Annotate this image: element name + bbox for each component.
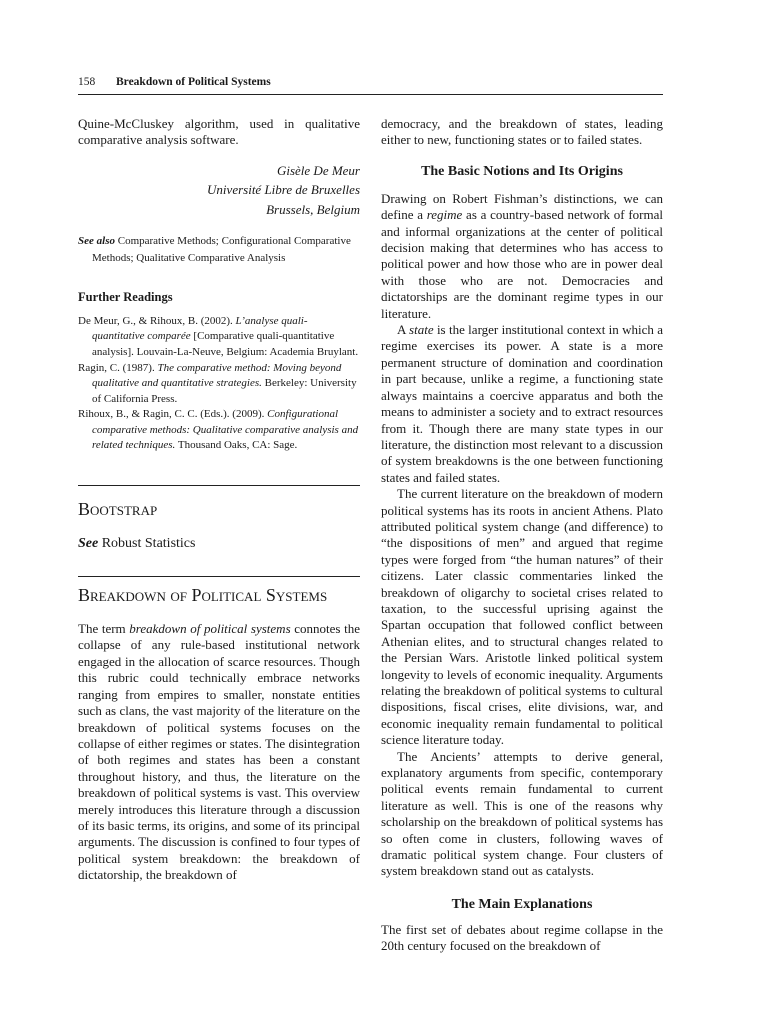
paragraph-ancients: The Ancients’ attempts to derive general, explanatory arguments from specific, contemporary political events remain fundamental to current literature as well. This is one of the reasons why scholarship on the breakdown of political systems has so often come in clusters, following waves of dramatic political system change. Four clusters of system breakdown stand out as catalysts. (381, 748, 663, 879)
author-affiliation: Université Libre de Bruxelles (207, 182, 360, 198)
see-also-label: See also (78, 235, 115, 248)
paragraph-origins: The current literature on the breakdown of modern political systems has its roots in ancient Athens. Plato attributed political system change (and difference) to “the dispositions of men” and argued that regime types were forged from “the human natures” of their citizens. Later classic commentaries linked the breakdown of oligarchy to societal crises related to taxation, to the successful uprising against the Spartan occupation that followed conflict between Athenian elites, and to structural changes related to the Persian Wars. Aristotle linked political system longevity to levels of economic inequality. Arguments relating the breakdown of political systems to cultural dispositions, fiscal crises, elite divisions, war, and economic inequality remain fundamental to political science literature today. (381, 486, 663, 748)
paragraph-state: A state is the larger institutional context in which a regime exercises its power. A state is a more permanent structure of domination and coordination in part because, unlike a regime, a functioning state always maintains a coercive apparatus and both the means to administer a society and to extract resources from it. Though there are many state types in our literature, the distinction most relevant to a discussion of system breakdowns is the one between functioning states and failed states. (381, 322, 664, 485)
right-column (381, 116, 663, 955)
reference-item: Ragin, C. (1987). The comparative method: Moving beyond qualitative and quantitative strategies. Berkeley: University of California Press. (78, 361, 357, 405)
see-also (78, 233, 360, 265)
reference-list (78, 314, 360, 454)
author-location: Brussels, Belgium (266, 201, 360, 217)
paragraph-regime: Drawing on Robert Fishman’s distinctions, we can define a regime as a country-based network of formal and informal organizations at the center of political decision making that determines who has access to political power and how those who are in power deal with those who are not. Democracies and dictatorships are the dominant regime types in our literature. (381, 190, 663, 321)
paragraph-first-debates: The first set of debates about regime collapse in the 20th century focused on the breakdown of (381, 921, 663, 954)
paragraph-continuation: democracy, and the breakdown of states, leading either to new, functioning states or to failed states. (381, 116, 663, 148)
entry-divider (78, 485, 360, 486)
left-column (78, 116, 360, 884)
further-readings-title: Further Readings (78, 289, 173, 304)
see-target-link[interactable]: Robust Statistics (101, 536, 196, 552)
section-heading-main-explanations: The Main Explanations (451, 896, 593, 912)
reference-item: De Meur, G., & Rihoux, B. (2002). L’analyse quali-quantitative comparée [Comparative quali-quantitative analysis]. Louvain-La-Neuve, Belgium: Academia Bruylant. (78, 314, 359, 358)
bootstrap-cross-reference (78, 536, 360, 552)
intro-continuation: Quine-McCluskey algorithm, used in qualitative comparative analysis software. (78, 116, 360, 148)
see-also-links[interactable]: Comparative Methods; Configurational Comparative Methods; Qualitative Comparative Analysis (92, 235, 351, 264)
running-header (78, 74, 662, 90)
entry-divider (78, 576, 360, 577)
entry-title-breakdown: Breakdown of Political Systems (78, 585, 328, 606)
author-signature (78, 161, 360, 220)
page-number: 158 (78, 76, 96, 88)
running-title: Breakdown of Political Systems (116, 76, 271, 88)
header-divider (78, 94, 663, 95)
author-name: Gisèle De Meur (276, 162, 360, 178)
entry-intro-paragraph: The term breakdown of political systems connotes the collapse of any rule-based institutional network engaged in the allocation of scarce resources. Though this rubric could technically embrace networks ranging from empires to smaller, nonstate entities such as clans, the vast majority of the literature on the breakdown of political systems focuses on the collapse of either regimes or states. The disintegration of both regimes and states has been a constant throughout history, and thus, the literature on the breakdown of political systems is vast. This overview merely introduces this literature through a discussion of its basic terms, its origins, and some of its principal arguments. The discussion is confined to four types of political system breakdown: the breakdown of dictatorship, the breakdown of (78, 621, 360, 883)
see-label: See (78, 536, 99, 552)
entry-title-bootstrap: Bootstrap (78, 499, 158, 520)
section-heading-basic-notions: The Basic Notions and Its Origins (421, 163, 623, 179)
reference-item: Rihoux, B., & Ragin, C. C. (Eds.). (2009). Configurational comparative methods: Qualitative comparative analysis and related techniques. Thousand Oaks, CA: Sage. (78, 408, 359, 452)
